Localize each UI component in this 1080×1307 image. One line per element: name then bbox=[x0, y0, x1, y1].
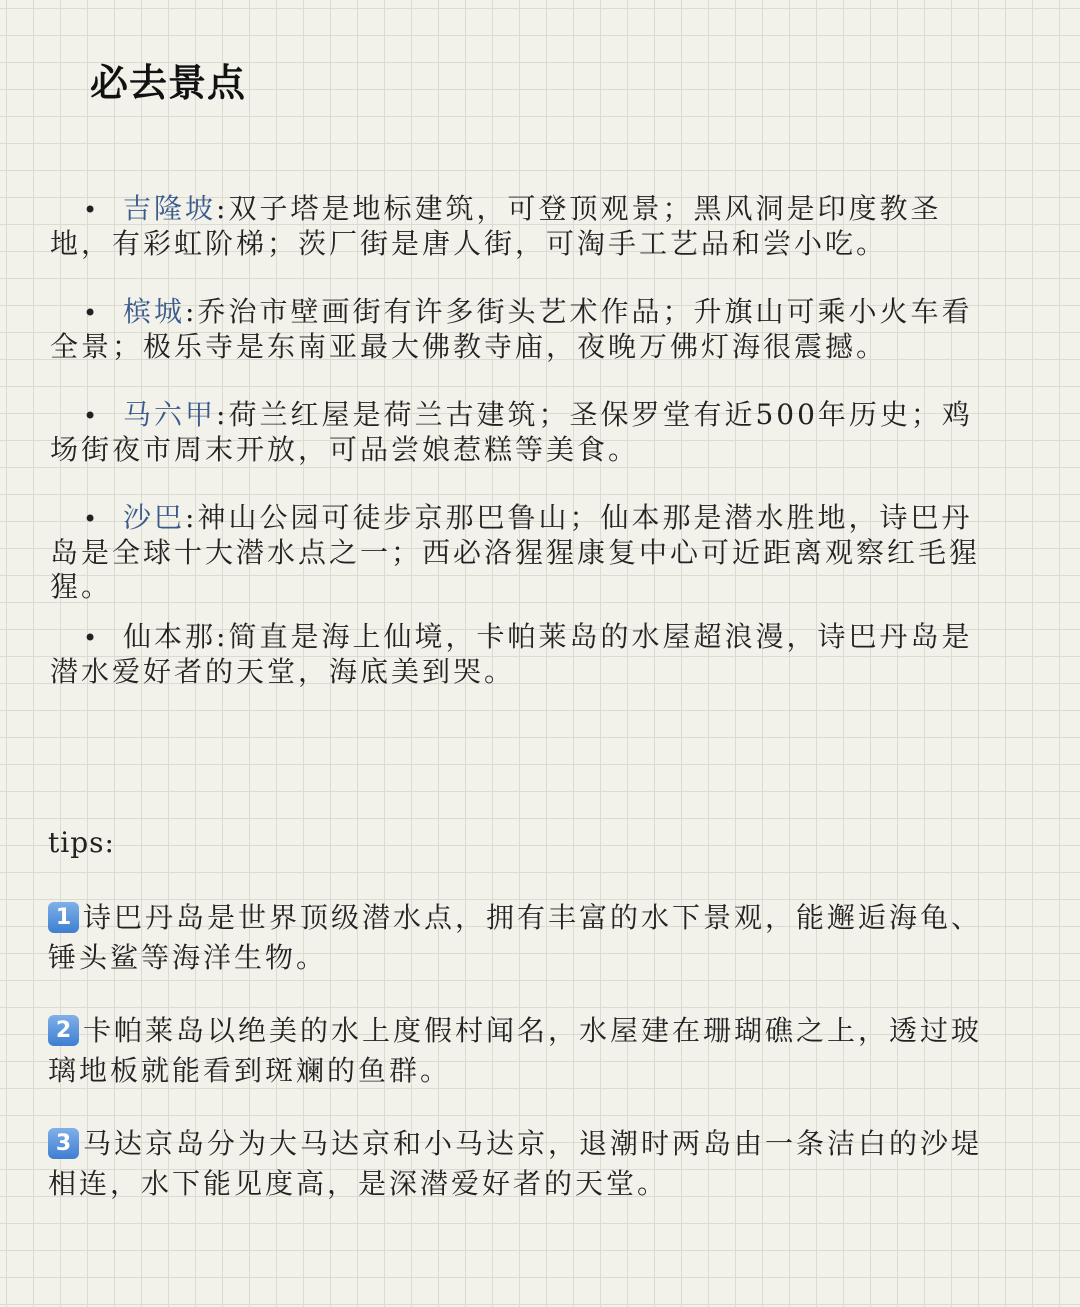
separator: : bbox=[216, 398, 229, 431]
page-title: 必去景点 bbox=[90, 61, 247, 105]
separator: : bbox=[185, 501, 198, 534]
bullet-icon: • bbox=[83, 299, 101, 327]
spot-description: 双子塔是地标建筑，可登顶观景；黑风洞是印度教圣地，有彩虹阶梯；茨厂街是唐人街，可淘手工艺品和尝小吃。 bbox=[50, 192, 942, 260]
bullet-icon: • bbox=[83, 196, 101, 224]
bullet-icon: • bbox=[83, 505, 101, 533]
bullet-icon: • bbox=[83, 402, 101, 430]
tip-item bbox=[48, 1124, 983, 1204]
list-item bbox=[50, 398, 985, 467]
place-name: 沙巴 bbox=[123, 501, 186, 534]
place-name: 马六甲 bbox=[123, 398, 217, 431]
spot-description: 神山公园可徒步京那巴鲁山；仙本那是潜水胜地，诗巴丹岛是全球十大潜水点之一；西必洛猩猩康复中心可近距离观察红毛猩猩。 bbox=[50, 501, 981, 603]
tips-heading: tips: bbox=[48, 826, 115, 859]
attractions-list bbox=[50, 192, 985, 723]
tip-text: 马达京岛分为大马达京和小马达京，退潮时两岛由一条洁白的沙堤相连，水下能见度高，是深潜爱好者的天堂。 bbox=[48, 1127, 983, 1200]
place-name: 仙本那 bbox=[123, 620, 217, 653]
list-item bbox=[50, 192, 985, 261]
tip-text: 卡帕莱岛以绝美的水上度假村闻名，水屋建在珊瑚礁之上，透过玻璃地板就能看到斑斓的鱼群。 bbox=[48, 1014, 983, 1087]
spot-description: 简直是海上仙境，卡帕莱岛的水屋超浪漫，诗巴丹岛是潜水爱好者的天堂，海底美到哭。 bbox=[50, 620, 973, 688]
tip-text: 诗巴丹岛是世界顶级潜水点，拥有丰富的水下景观，能邂逅海龟、锤头鲨等海洋生物。 bbox=[48, 901, 983, 974]
tip-item bbox=[48, 898, 983, 978]
separator: : bbox=[216, 620, 229, 653]
list-item bbox=[50, 501, 985, 604]
list-item bbox=[50, 620, 985, 689]
place-name: 槟城 bbox=[123, 295, 186, 328]
number-two-icon: 2 bbox=[48, 1015, 79, 1046]
tip-item bbox=[48, 1011, 983, 1091]
list-item bbox=[50, 295, 985, 364]
separator: : bbox=[185, 295, 198, 328]
place-name: 吉隆坡 bbox=[123, 192, 217, 225]
separator: : bbox=[216, 192, 229, 225]
spot-description: 荷兰红屋是荷兰古建筑；圣保罗堂有近500年历史；鸡场街夜市周末开放，可品尝娘惹糕等美食。 bbox=[50, 398, 973, 466]
number-three-icon: 3 bbox=[48, 1128, 79, 1159]
number-one-icon: 1 bbox=[48, 902, 79, 933]
bullet-icon: • bbox=[83, 624, 101, 652]
spot-description: 乔治市壁画街有许多街头艺术作品；升旗山可乘小火车看全景；极乐寺是东南亚最大佛教寺庙，夜晚万佛灯海很震撼。 bbox=[50, 295, 973, 363]
tips-list bbox=[48, 898, 983, 1237]
